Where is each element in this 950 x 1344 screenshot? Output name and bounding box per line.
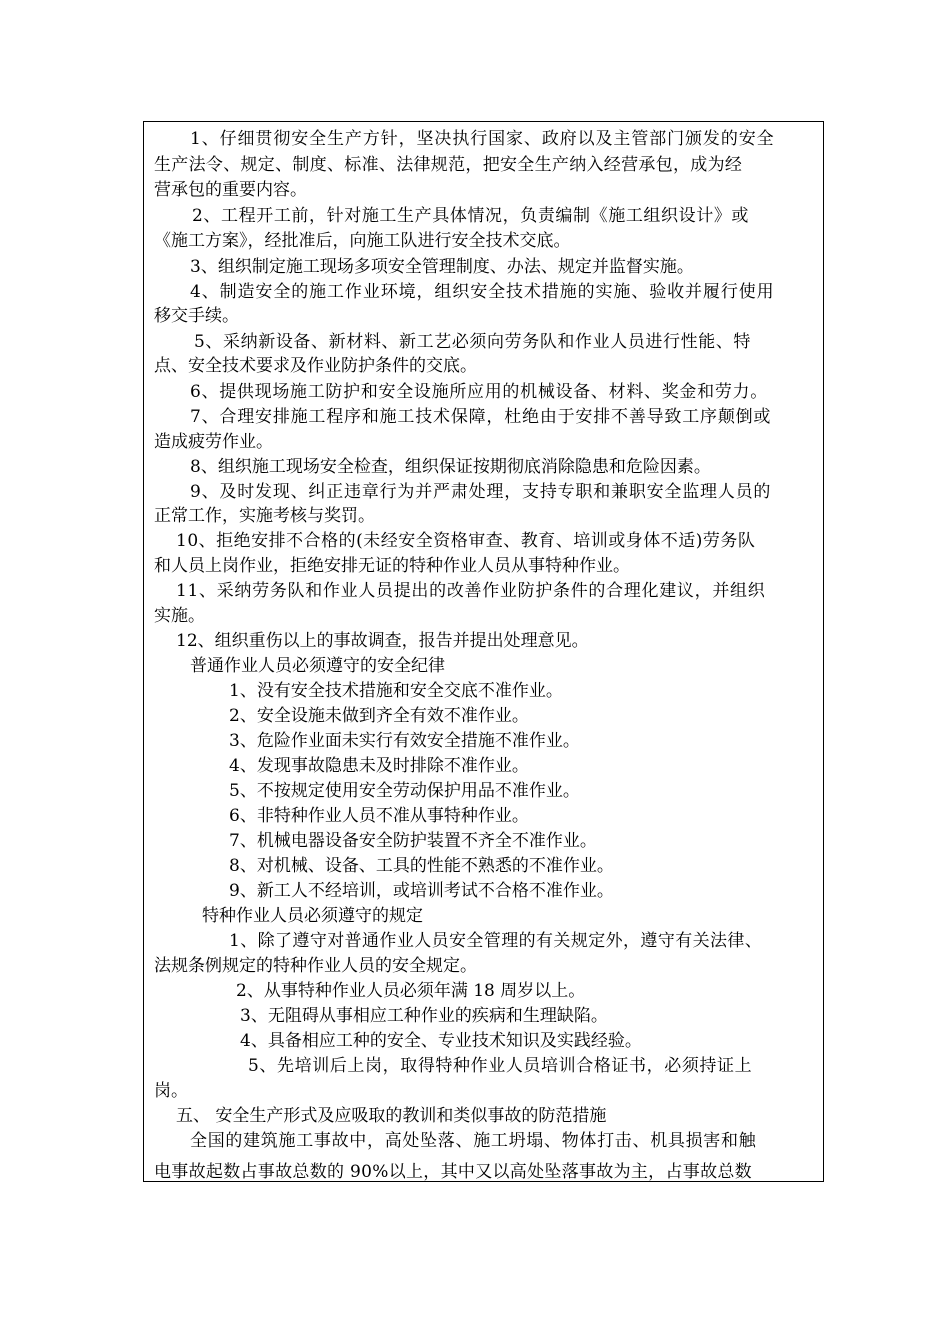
section-heading: 五、 安全生产形式及应吸取的教训和类似事故的防范措施 bbox=[176, 1106, 607, 1126]
text-line: 1、除了遵守对普通作业人员安全管理的有关规定外，遵守有关法律、 bbox=[229, 931, 763, 951]
text-line: 法规条例规定的特种作业人员的安全规定。 bbox=[154, 956, 477, 976]
text-line: 岗。 bbox=[154, 1081, 188, 1101]
text-line: 生产法令、规定、制度、标准、法律规范，把安全生产纳入经营承包，成为经 bbox=[154, 155, 743, 175]
text-line: 1、仔细贯彻安全生产方针，坚决执行国家、政府以及主管部门颁发的安全 bbox=[190, 129, 775, 149]
text-line: 2、工程开工前，针对施工生产具体情况，负责编制《施工组织设计》或 bbox=[192, 206, 750, 226]
text-line: 3、危险作业面未实行有效安全措施不准作业。 bbox=[229, 731, 580, 751]
text-line: 5、先培训后上岗，取得特种作业人员培训合格证书，必须持证上 bbox=[248, 1056, 753, 1076]
text-line: 6、非特种作业人员不准从事特种作业。 bbox=[229, 806, 529, 826]
section-heading: 普通作业人员必须遵守的安全纪律 bbox=[190, 656, 445, 676]
section-heading: 特种作业人员必须遵守的规定 bbox=[202, 906, 423, 926]
text-line: 电事故起数占事故总数的 90%以上，其中又以高处坠落事故为主，占事故总数 bbox=[154, 1162, 752, 1182]
text-line: 点、安全技术要求及作业防护条件的交底。 bbox=[154, 356, 477, 376]
text-line: 12、组织重伤以上的事故调查，报告并提出处理意见。 bbox=[176, 631, 589, 651]
text-line: 5、采纳新设备、新材料、新工艺必须向劳务队和作业人员进行性能、特 bbox=[194, 332, 752, 352]
text-line: 9、新工人不经培训，或培训考试不合格不准作业。 bbox=[229, 881, 614, 901]
text-line: 7、合理安排施工程序和施工技术保障，杜绝由于安排不善导致工序颠倒或 bbox=[190, 407, 772, 427]
text-line: 《施工方案》，经批准后，向施工队进行安全技术交底。 bbox=[154, 231, 571, 251]
text-line: 5、不按规定使用安全劳动保护用品不准作业。 bbox=[229, 781, 580, 801]
text-line: 10、拒绝安排不合格的(未经安全资格审查、教育、培训或身体不适)劳务队 bbox=[176, 531, 756, 551]
text-line: 8、对机械、设备、工具的性能不熟悉的不准作业。 bbox=[229, 856, 614, 876]
text-line: 营承包的重要内容。 bbox=[154, 180, 307, 200]
text-line: 6、提供现场施工防护和安全设施所应用的机械设备、材料、奖金和劳力。 bbox=[190, 382, 768, 402]
text-line: 3、组织制定施工现场多项安全管理制度、办法、规定并监督实施。 bbox=[190, 257, 694, 277]
text-line: 造成疲劳作业。 bbox=[154, 432, 273, 452]
text-line: 4、发现事故隐患未及时排除不准作业。 bbox=[229, 756, 529, 776]
text-line: 8、组织施工现场安全检查，组织保证按期彻底消除隐患和危险因素。 bbox=[190, 457, 711, 477]
text-line: 正常工作，实施考核与奖罚。 bbox=[154, 506, 375, 526]
text-line: 和人员上岗作业，拒绝安排无证的特种作业人员从事特种作业。 bbox=[154, 556, 630, 576]
text-line: 1、没有安全技术措施和安全交底不准作业。 bbox=[229, 681, 563, 701]
text-line: 9、及时发现、纠正违章行为并严肃处理，支持专职和兼职安全监理人员的 bbox=[190, 482, 772, 502]
text-line: 全国的建筑施工事故中，高处坠落、施工坍塌、物体打击、机具损害和触 bbox=[190, 1131, 757, 1151]
text-line: 移交手续。 bbox=[154, 306, 239, 326]
text-line: 2、从事特种作业人员必须年满 18 周岁以上。 bbox=[236, 981, 586, 1001]
text-line: 4、制造安全的施工作业环境，组织安全技术措施的实施、验收并履行使用 bbox=[190, 282, 775, 302]
text-line: 11、采纳劳务队和作业人员提出的改善作业防护条件的合理化建议，并组织 bbox=[176, 581, 766, 601]
text-line: 实施。 bbox=[154, 606, 205, 626]
text-line: 2、安全设施未做到齐全有效不准作业。 bbox=[229, 706, 529, 726]
text-line: 4、具备相应工种的安全、专业技术知识及实践经验。 bbox=[240, 1031, 642, 1051]
text-line: 7、机械电器设备安全防护装置不齐全不准作业。 bbox=[229, 831, 597, 851]
text-line: 3、无阻碍从事相应工种作业的疾病和生理缺陷。 bbox=[240, 1006, 608, 1026]
